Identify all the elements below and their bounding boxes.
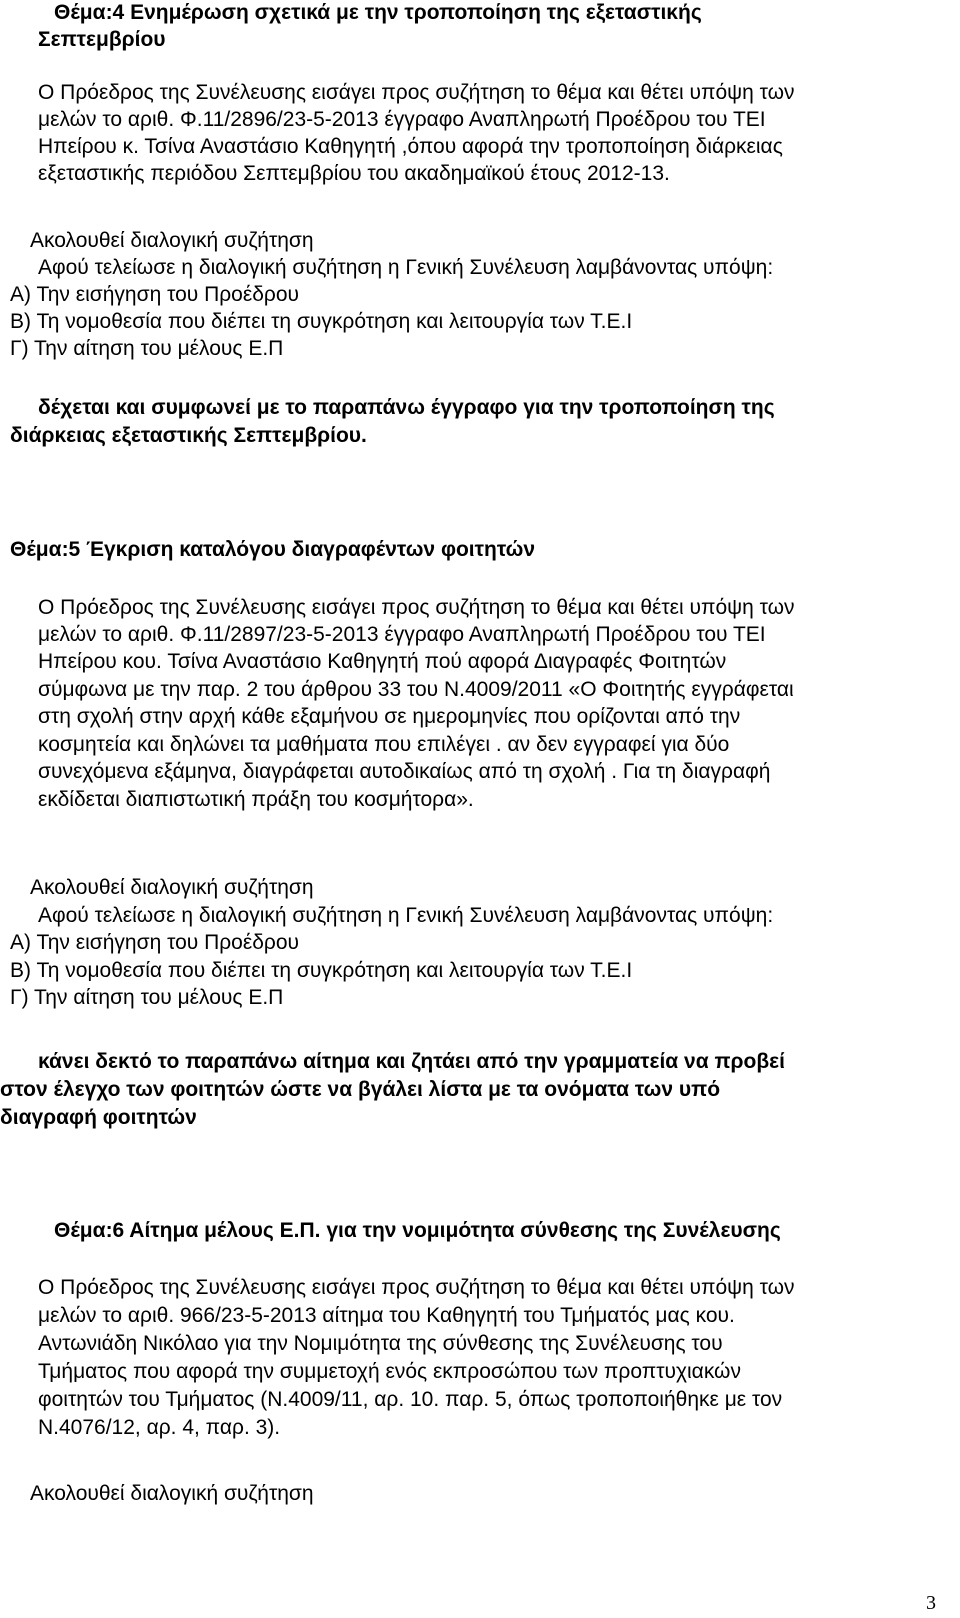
topic5-intro-line6: κοσμητεία και δηλώνει τα μαθήματα που επιλέγει . αν δεν εγγραφεί για δύο [38, 733, 730, 756]
topic5-decision-line2: στον έλεγχο των φοιτητών ώστε να βγάλει λίστα με τα ονόματα των υπό [0, 1078, 721, 1101]
topic4-title-line2: Σεπτεμβρίου [38, 28, 166, 51]
topic5-intro-line1: Ο Πρόεδρος της Συνέλευσης εισάγει προς συζήτηση το θέμα και θέτει υπόψη των [38, 596, 795, 619]
topic4-title-line1: Θέμα:4 Ενημέρωση σχετικά με την τροποποίηση της εξεταστικής [54, 1, 702, 24]
topic6-discussion: Ακολουθεί διαλογική συζήτηση [30, 1482, 314, 1505]
topic5-intro-line5: στη σχολή στην αρχή κάθε εξαμήνου σε ημερομηνίες που ορίζονται από την [38, 705, 741, 728]
topic5-item-a: Α) Την εισήγηση του Προέδρου [10, 931, 300, 954]
topic5-item-c: Γ) Την αίτηση του μέλους Ε.Π [10, 986, 284, 1009]
topic6-intro-line5: φοιτητών του Τμήματος (Ν.4009/11, αρ. 10. παρ. 5, όπως τροποποιήθηκε με τον [38, 1388, 783, 1411]
topic5-discussion: Ακολουθεί διαλογική συζήτηση [30, 876, 314, 899]
topic4-decision-line2: διάρκειας εξεταστικής Σεπτεμβρίου. [10, 424, 367, 447]
topic4-intro-line1: Ο Πρόεδρος της Συνέλευσης εισάγει προς συζήτηση το θέμα και θέτει υπόψη των [38, 81, 795, 104]
topic5-decision-line3: διαγραφή φοιτητών [0, 1106, 197, 1129]
topic4-intro-line3: Ηπείρου κ. Τσίνα Αναστάσιο Καθηγητή ,όπου αφορά την τροποποίηση διάρκειας [38, 135, 783, 158]
topic6-intro-line2: μελών το αριθ. 966/23-5-2013 αίτημα του Καθηγητή του Τμήματός μας κου. [38, 1304, 735, 1327]
topic5-intro-line2: μελών το αριθ. Φ.11/2897/23-5-2013 έγγραφο Αναπληρωτή Προέδρου του ΤΕΙ [38, 623, 766, 646]
topic6-intro-line4: Τμήματος που αφορά την συμμετοχή ενός εκπροσώπου των προπτυχιακών [38, 1360, 741, 1383]
topic5-after: Αφού τελείωσε η διαλογική συζήτηση η Γενική Συνέλευση λαμβάνοντας υπόψη: [38, 904, 774, 927]
topic5-intro-line3: Ηπείρου κου. Τσίνα Αναστάσιο Καθηγητή πού αφορά Διαγραφές Φοιτητών [38, 650, 727, 673]
topic4-intro-line2: μελών το αριθ. Φ.11/2896/23-5-2013 έγγραφο Αναπληρωτή Προέδρου του ΤΕΙ [38, 108, 766, 131]
topic4-item-a: Α) Την εισήγηση του Προέδρου [10, 283, 300, 306]
page-number: 3 [926, 1592, 936, 1614]
topic5-title: Θέμα:5 Έγκριση καταλόγου διαγραφέντων φοιτητών [10, 538, 536, 561]
topic6-title: Θέμα:6 Αίτημα μέλους Ε.Π. για την νομιμότητα σύνθεσης της Συνέλευσης [54, 1219, 781, 1242]
topic5-intro-line8: εκδίδεται διαπιστωτική πράξη του κοσμήτορα». [38, 788, 474, 811]
topic4-item-b: Β) Τη νομοθεσία που διέπει τη συγκρότηση και λειτουργία των Τ.Ε.Ι [10, 310, 633, 333]
topic6-intro-line6: Ν.4076/12, αρ. 4, παρ. 3). [38, 1416, 281, 1439]
topic4-after: Αφού τελείωσε η διαλογική συζήτηση η Γενική Συνέλευση λαμβάνοντας υπόψη: [38, 256, 774, 279]
topic5-intro-line4: σύμφωνα με την παρ. 2 του άρθρου 33 του Ν.4009/2011 «Ο Φοιτητής εγγράφεται [38, 678, 794, 701]
topic4-item-c: Γ) Την αίτηση του μέλους Ε.Π [10, 337, 284, 360]
topic6-intro-line1: Ο Πρόεδρος της Συνέλευσης εισάγει προς συζήτηση το θέμα και θέτει υπόψη των [38, 1276, 795, 1299]
topic5-item-b: Β) Τη νομοθεσία που διέπει τη συγκρότηση και λειτουργία των Τ.Ε.Ι [10, 959, 633, 982]
topic5-intro-line7: συνεχόμενα εξάμηνα, διαγράφεται αυτοδικαίως από τη σχολή . Για τη διαγραφή [38, 760, 771, 783]
topic4-intro-line4: εξεταστικής περιόδου Σεπτεμβρίου του ακαδημαϊκού έτους 2012-13. [38, 162, 670, 185]
topic4-discussion: Ακολουθεί διαλογική συζήτηση [30, 229, 314, 252]
topic6-intro-line3: Αντωνιάδη Νικόλαο για την Νομιμότητα της σύνθεσης της Συνέλευσης του [38, 1332, 723, 1355]
topic5-decision-line1: κάνει δεκτό το παραπάνω αίτημα και ζητάει από την γραμματεία να προβεί [38, 1050, 785, 1073]
topic4-decision-line1: δέχεται και συμφωνεί με το παραπάνω έγγραφο για την τροποποίηση της [38, 396, 775, 419]
